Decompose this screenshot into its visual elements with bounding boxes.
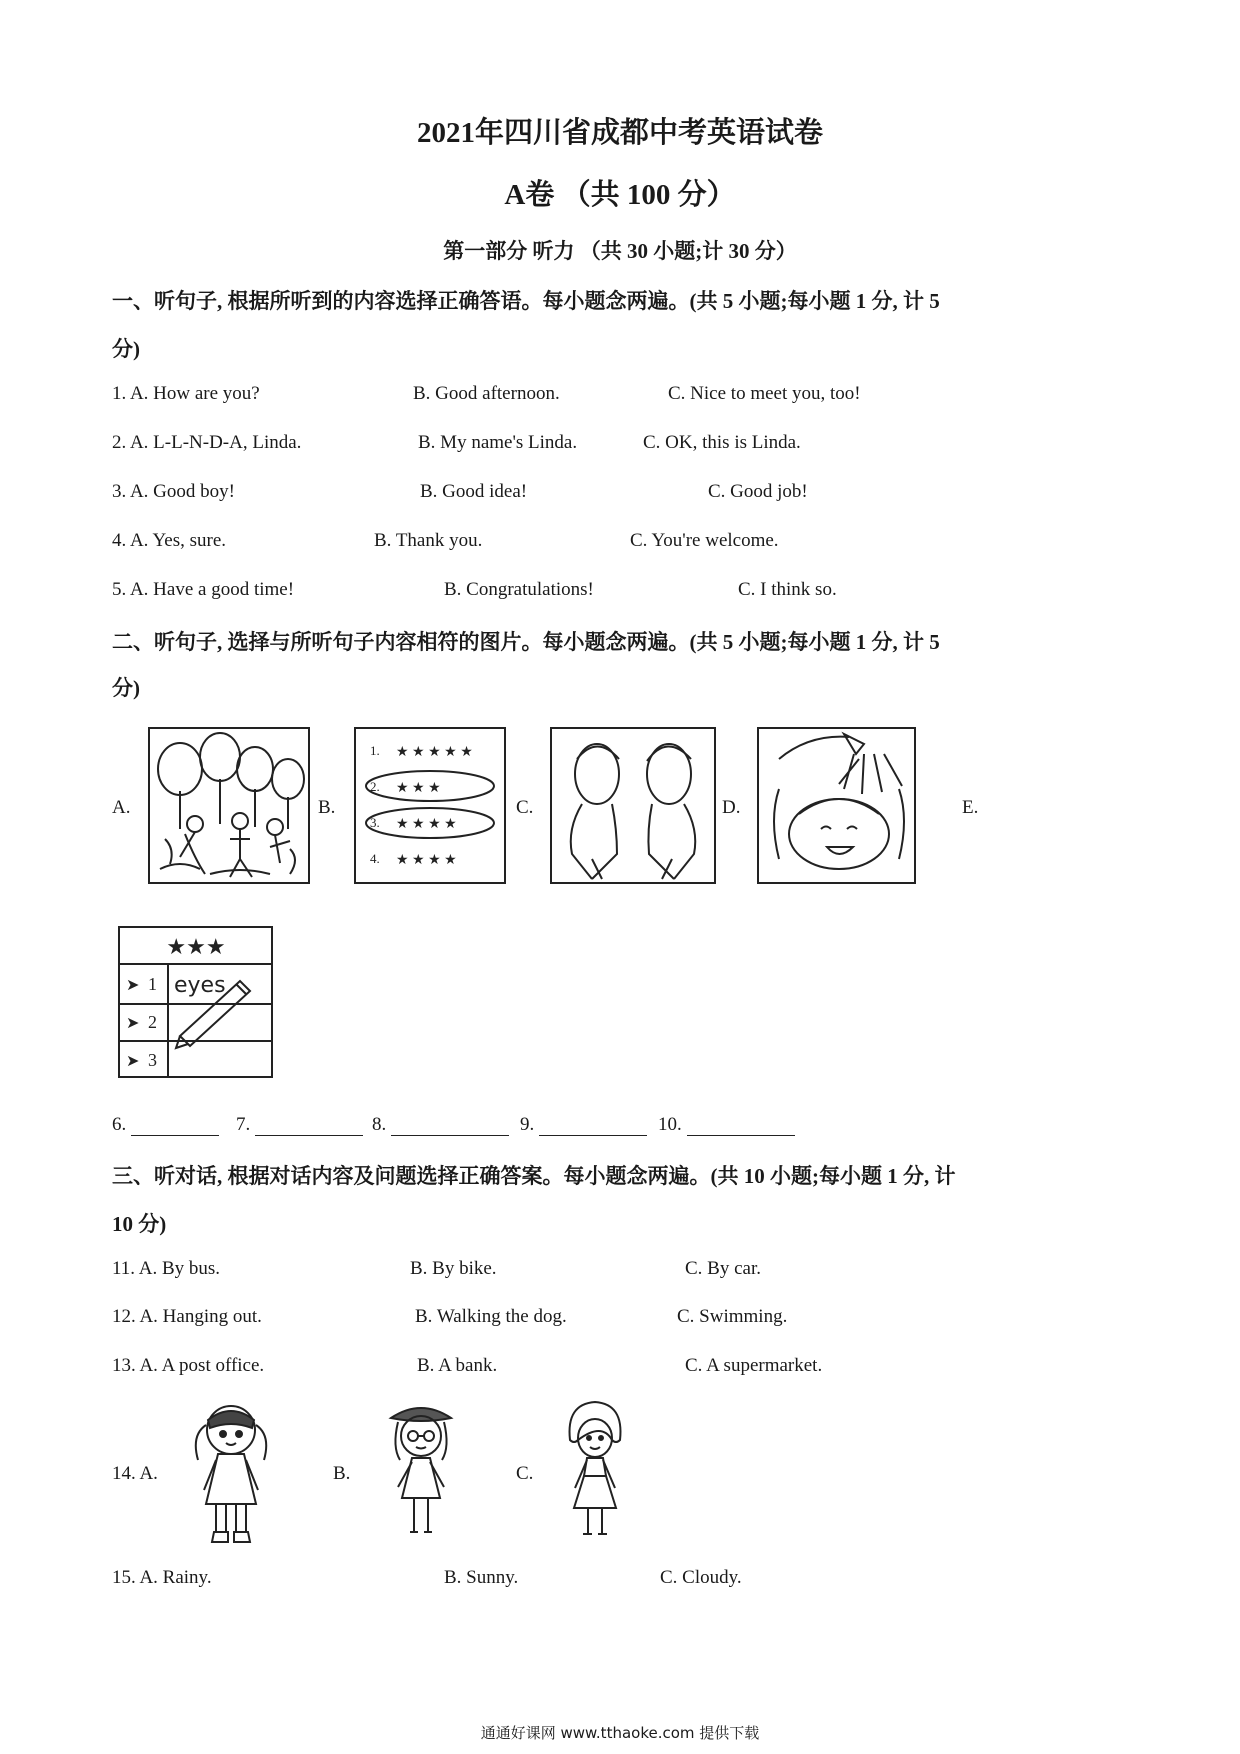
girl-figure-b	[376, 1400, 466, 1550]
q14-label-b: B.	[333, 1463, 351, 1484]
option-a: 12. A. Hanging out.	[112, 1306, 262, 1327]
option-c: C. Cloudy.	[660, 1567, 742, 1588]
option-c: C. A supermarket.	[685, 1355, 823, 1376]
option-a: 1. A. How are you?	[112, 383, 260, 404]
e-row-1: 1	[148, 974, 157, 994]
girl-shower-illustration	[759, 729, 914, 882]
e-row-2: 2	[148, 1012, 157, 1032]
b-row-1: 1.	[370, 743, 380, 758]
footer-source: 通通好课网 www.tthaoke.com 提供下载	[480, 1724, 760, 1742]
blank-6[interactable]: 6.	[112, 1114, 219, 1136]
b-row-3: 3.	[370, 815, 380, 830]
option-a: 4. A. Yes, sure.	[112, 530, 227, 551]
option-b: B. Walking the dog.	[415, 1306, 567, 1327]
option-b: B. Good afternoon.	[413, 383, 560, 404]
option-a: 15. A. Rainy.	[112, 1567, 212, 1588]
svg-text:★ ★ ★ ★ ★: ★ ★ ★ ★ ★	[396, 745, 473, 760]
picture-d-shower	[757, 727, 916, 884]
q14-label-a: 14. A.	[112, 1463, 158, 1484]
section-3-heading: 三、听对话, 根据对话内容及问题选择正确答案。每小题念两遍。(共 10 小题;每小题 1 分, 计	[112, 1164, 956, 1188]
section-1-heading-cont: 分)	[112, 337, 140, 361]
blank-10[interactable]: 10.	[658, 1114, 795, 1136]
svg-text:➤: ➤	[126, 1053, 140, 1070]
blank-8[interactable]: 8.	[372, 1114, 509, 1136]
part-heading: 第一部分 听力 （共 30 小题;计 30 分）	[443, 239, 797, 263]
girl-with-pigtails-icon	[186, 1400, 276, 1550]
section-1-heading: 一、听句子, 根据所听到的内容选择正确答语。每小题念两遍。(共 5 小题;每小题 1 分, 计 5	[112, 289, 940, 313]
option-c: C. I think so.	[738, 579, 837, 600]
svg-text:★ ★ ★ ★: ★ ★ ★ ★	[396, 817, 457, 832]
b-row-4: 4.	[370, 851, 380, 866]
e-row-3: 3	[148, 1050, 157, 1070]
picture-b-star-list	[354, 727, 506, 884]
option-c: C. You're welcome.	[630, 530, 779, 551]
option-c: C. Good job!	[708, 481, 808, 502]
e-word: eyes	[174, 973, 226, 998]
svg-text:➤: ➤	[126, 1015, 140, 1032]
picture-label-b: B.	[318, 797, 336, 818]
svg-text:➤: ➤	[126, 977, 140, 994]
exam-title: 2021年四川省成都中考英语试卷	[416, 117, 823, 149]
option-c: C. Swimming.	[677, 1306, 788, 1327]
option-b: B. Sunny.	[444, 1567, 519, 1588]
girl-with-hat-glasses-icon	[376, 1400, 466, 1550]
picture-label-e: E.	[962, 797, 979, 818]
e-table-header: ★★★	[166, 934, 226, 959]
option-c: C. Nice to meet you, too!	[668, 383, 861, 404]
option-c: C. By car.	[685, 1258, 761, 1279]
girl-with-bob-hair-icon	[550, 1400, 640, 1550]
picture-label-a: A.	[112, 797, 131, 818]
option-a: 5. A. Have a good time!	[112, 579, 295, 600]
picture-e-note-table	[118, 926, 274, 1079]
option-a: 13. A. A post office.	[112, 1355, 265, 1376]
park-scene-illustration	[150, 729, 308, 882]
blank-7[interactable]: 7.	[236, 1114, 363, 1136]
svg-text:★ ★ ★: ★ ★ ★	[396, 781, 441, 796]
q14-label-c: C.	[516, 1463, 534, 1484]
girl-figure-c	[550, 1400, 640, 1550]
picture-label-c: C.	[516, 797, 534, 818]
option-a: 11. A. By bus.	[112, 1258, 221, 1279]
option-b: B. A bank.	[417, 1355, 498, 1376]
option-b: B. By bike.	[410, 1258, 497, 1279]
section-2-heading-cont: 分)	[112, 676, 140, 700]
option-b: B. My name's Linda.	[418, 432, 578, 453]
picture-a-park-scene	[148, 727, 310, 884]
exam-subtitle: A卷 （共 100 分）	[504, 179, 736, 211]
note-table-illustration	[118, 926, 274, 1079]
girl-figure-a	[186, 1400, 276, 1550]
option-b: B. Good idea!	[420, 481, 528, 502]
option-b: B. Congratulations!	[444, 579, 594, 600]
option-a: 2. A. L-L-N-D-A, Linda.	[112, 432, 302, 453]
option-a: 3. A. Good boy!	[112, 481, 235, 502]
section-2-heading: 二、听句子, 选择与所听句子内容相符的图片。每小题念两遍。(共 5 小题;每小题 1 分, 计 5	[112, 630, 940, 654]
section-3-heading-cont: 10 分)	[112, 1212, 167, 1236]
b-row-2: 2.	[370, 779, 380, 794]
star-ranking-illustration	[356, 729, 504, 882]
picture-label-d: D.	[722, 797, 741, 818]
svg-text:★ ★ ★ ★: ★ ★ ★ ★	[396, 853, 457, 868]
two-faces-illustration	[552, 729, 714, 882]
option-c: C. OK, this is Linda.	[643, 432, 801, 453]
option-b: B. Thank you.	[374, 530, 483, 551]
picture-c-two-boys	[550, 727, 716, 884]
blank-9[interactable]: 9.	[520, 1114, 647, 1136]
